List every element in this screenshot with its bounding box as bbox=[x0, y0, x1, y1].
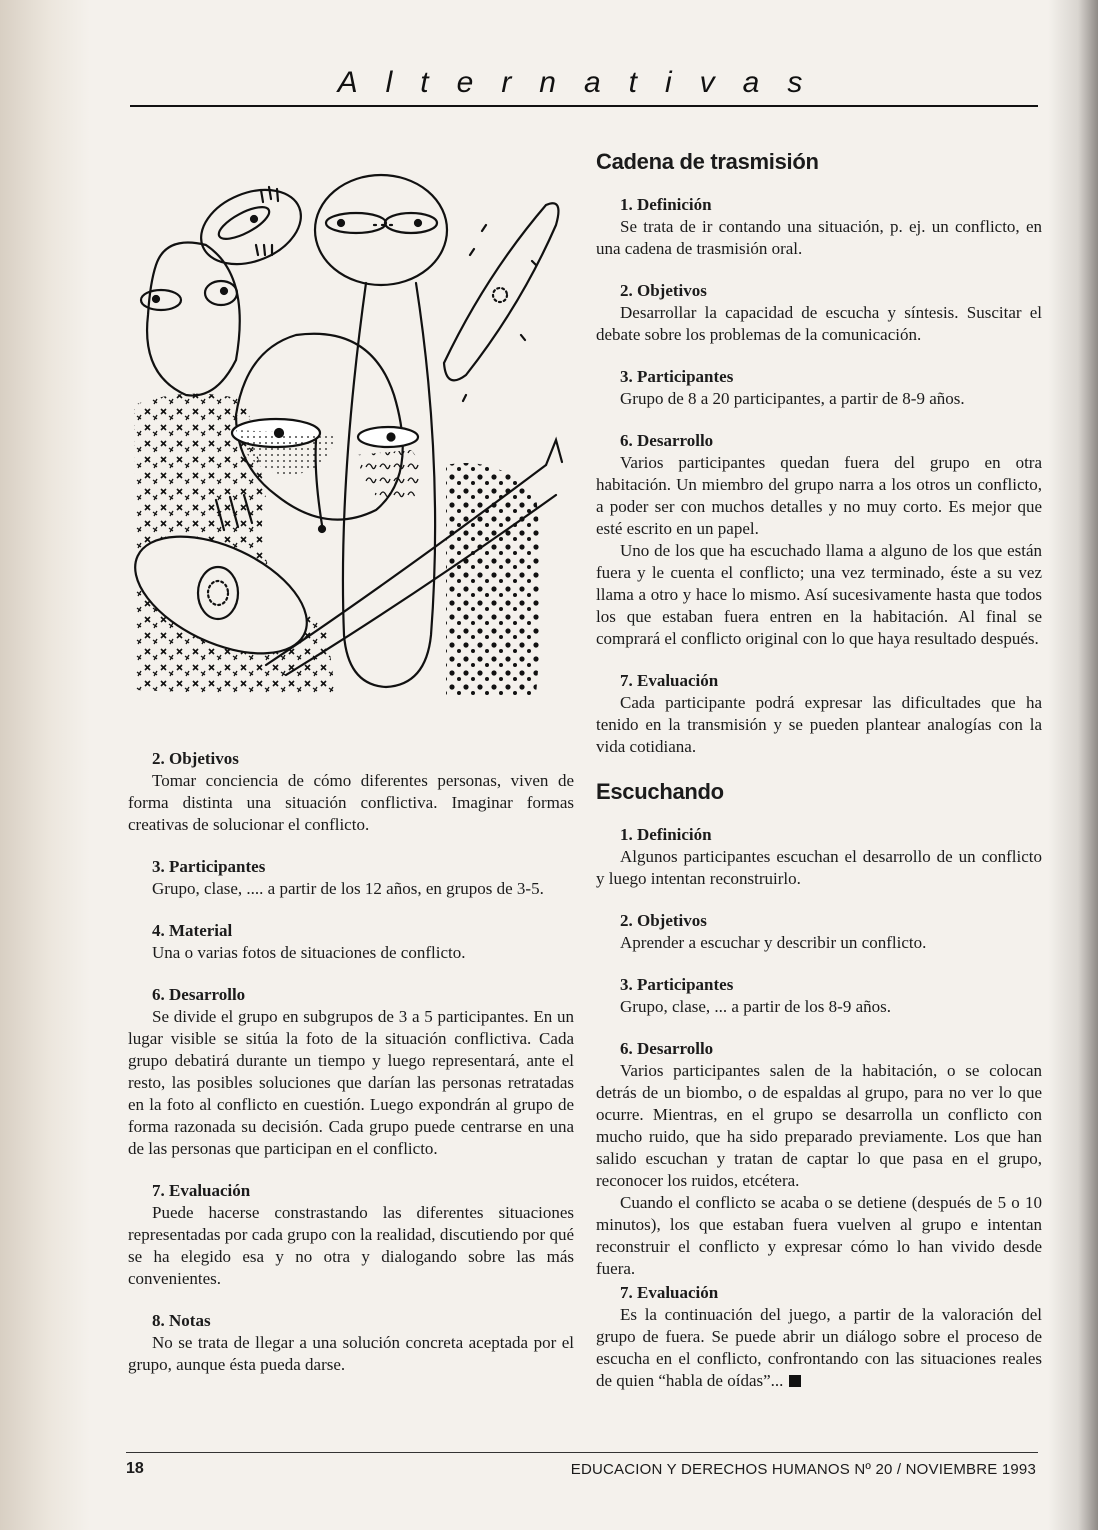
article-title-cadena: Cadena de trasmisión bbox=[596, 149, 819, 174]
section-heading: 2. Objetivos bbox=[620, 911, 707, 930]
section-text: Puede hacerse constrastando las diferentes situaciones representadas por cada grupo con la realidad, discutiendo por qué se ha elegido esa y no otra y dialogando sobre las más convenientes. bbox=[128, 1203, 574, 1288]
cadena-objetivos bbox=[596, 280, 1042, 346]
cadena-definicion bbox=[596, 194, 1042, 260]
section-heading: 3. Participantes bbox=[152, 857, 266, 876]
cadena-evaluacion bbox=[596, 670, 1042, 758]
right-column bbox=[596, 148, 1042, 1412]
section-heading: 1. Definición bbox=[620, 195, 712, 214]
footer-rule bbox=[126, 1452, 1038, 1453]
faces-illustration bbox=[126, 165, 576, 720]
section-heading: 4. Material bbox=[152, 921, 233, 940]
section-text: Varios participantes quedan fuera del grupo en otra habitación. Un miembro del grupo narra a los otros un conflicto, a poder ser con muchos detalles y no muy corto. Es mejor que esté escrito en un papel. bbox=[596, 453, 1042, 538]
page-number: 18 bbox=[126, 1460, 144, 1477]
section-text: Se divide el grupo en subgrupos de 3 a 5 participantes. En un lugar visible se sitúa la foto de la situación conflictiva. Cada grupo debatirá durante un tiempo y luego representará, ante el resto, las posibles soluciones que darían las personas retratadas en la foto al conflicto en cuestión. Luego expondrán al grupo de forma razonada su decisión. Cada grupo puede centrarse en una de las personas que participan en el conflicto. bbox=[128, 1007, 574, 1158]
section-heading: 7. Evaluación bbox=[620, 671, 719, 690]
section-heading: 8. Notas bbox=[152, 1311, 211, 1330]
section-text: Cada participante podrá expresar las dificultades que ha tenido en la transmisión y se pueden plantear analogías con la vida cotidiana. bbox=[596, 693, 1042, 756]
end-of-article-mark bbox=[789, 1375, 801, 1387]
section-heading: 1. Definición bbox=[620, 825, 712, 844]
escuchando-objetivos bbox=[596, 910, 1042, 954]
escuchando-evaluacion bbox=[596, 1282, 1042, 1392]
page-edge-left bbox=[0, 0, 90, 1530]
section-heading: 3. Participantes bbox=[620, 975, 734, 994]
article-title-escuchando: Escuchando bbox=[596, 779, 724, 804]
header-rule bbox=[130, 105, 1038, 107]
section-text: Tomar conciencia de cómo diferentes personas, viven de forma distinta una situación conflictiva. Imaginar formas creativas de solucionar el conflicto. bbox=[128, 771, 574, 834]
left-participantes bbox=[128, 856, 574, 900]
section-text: Una o varias fotos de situaciones de conflicto. bbox=[152, 943, 466, 962]
section-text: Cuando el conflicto se acaba o se detiene (después de 5 o 10 minutos), los que estaban fuera vuelven al grupo e intentan reconstruir el conflicto y expresar cómo lo han vivido desde fuera. bbox=[596, 1193, 1042, 1278]
section-heading: 6. Desarrollo bbox=[620, 431, 714, 450]
escuchando-definicion bbox=[596, 824, 1042, 890]
escuchando-desarrollo bbox=[596, 1038, 1042, 1280]
section-text: Uno de los que ha escuchado llama a alguno de los que están fuera y le cuenta el conflicto; una vez terminado, éste a su vez llama a otro y hace lo mismo. Así sucesivamente hasta que todos los que estaban fuera entren en la habitación. Al final se comprará el conflicto original con lo que haya resultado después. bbox=[596, 541, 1042, 648]
publication-footer: EDUCACION Y DERECHOS HUMANOS Nº 20 / NOVIEMBRE 1993 bbox=[570, 1461, 1036, 1478]
page-edge-right bbox=[1048, 0, 1098, 1530]
section-text: Es la continuación del juego, a partir de la valoración del grupo de fuera. Se puede abrir un diálogo sobre el proceso de escucha en el conflicto, confrontando con las situaciones reales de quien “habla de oídas”... bbox=[596, 1305, 1042, 1390]
section-text: Algunos participantes escuchan el desarrollo de un conflicto y luego intentan reconstruirlo. bbox=[596, 847, 1042, 888]
section-text: No se trata de llegar a una solución concreta aceptada por el grupo, aunque ésta pueda darse. bbox=[128, 1333, 574, 1374]
section-text: Grupo, clase, ... a partir de los 8-9 años. bbox=[620, 997, 891, 1016]
cadena-participantes bbox=[596, 366, 1042, 410]
left-objetivos bbox=[128, 748, 574, 836]
section-heading: 6. Desarrollo bbox=[152, 985, 246, 1004]
section-text: Grupo, clase, .... a partir de los 12 años, en grupos de 3-5. bbox=[152, 879, 544, 898]
section-text: Grupo de 8 a 20 participantes, a partir de 8-9 años. bbox=[620, 389, 965, 408]
section-heading: 2. Objetivos bbox=[620, 281, 707, 300]
left-material bbox=[128, 920, 574, 964]
section-text: Desarrollar la capacidad de escucha y síntesis. Suscitar el debate sobre los problemas de la comunicación. bbox=[596, 303, 1042, 344]
left-evaluacion bbox=[128, 1180, 574, 1290]
section-text-wrapper bbox=[596, 1304, 1042, 1392]
left-column bbox=[128, 748, 574, 1396]
section-heading: 3. Participantes bbox=[620, 367, 734, 386]
running-header: Alternativas bbox=[337, 66, 831, 99]
escuchando-participantes bbox=[596, 974, 1042, 1018]
cadena-desarrollo bbox=[596, 430, 1042, 650]
section-heading: 2. Objetivos bbox=[152, 749, 239, 768]
section-heading: 6. Desarrollo bbox=[620, 1039, 714, 1058]
section-text: Varios participantes salen de la habitación, o se colocan detrás de un biombo, o de espaldas al grupo, para no ver lo que ocurre. Mientras, en el grupo se desarrolla un conflicto con mucho ruido, que ha sido preparado previamente. Los que han salido escuchan y tratan de captar lo que pasa en el grupo, reconocer los ruidos, etcétera. bbox=[596, 1061, 1042, 1190]
section-text: Aprender a escuchar y describir un conflicto. bbox=[620, 933, 927, 952]
section-heading: 7. Evaluación bbox=[152, 1181, 251, 1200]
section-text: Se trata de ir contando una situación, p. ej. un conflicto, en una cadena de trasmisión oral. bbox=[596, 217, 1042, 258]
left-desarrollo bbox=[128, 984, 574, 1160]
section-heading: 7. Evaluación bbox=[620, 1283, 719, 1302]
left-notas bbox=[128, 1310, 574, 1376]
